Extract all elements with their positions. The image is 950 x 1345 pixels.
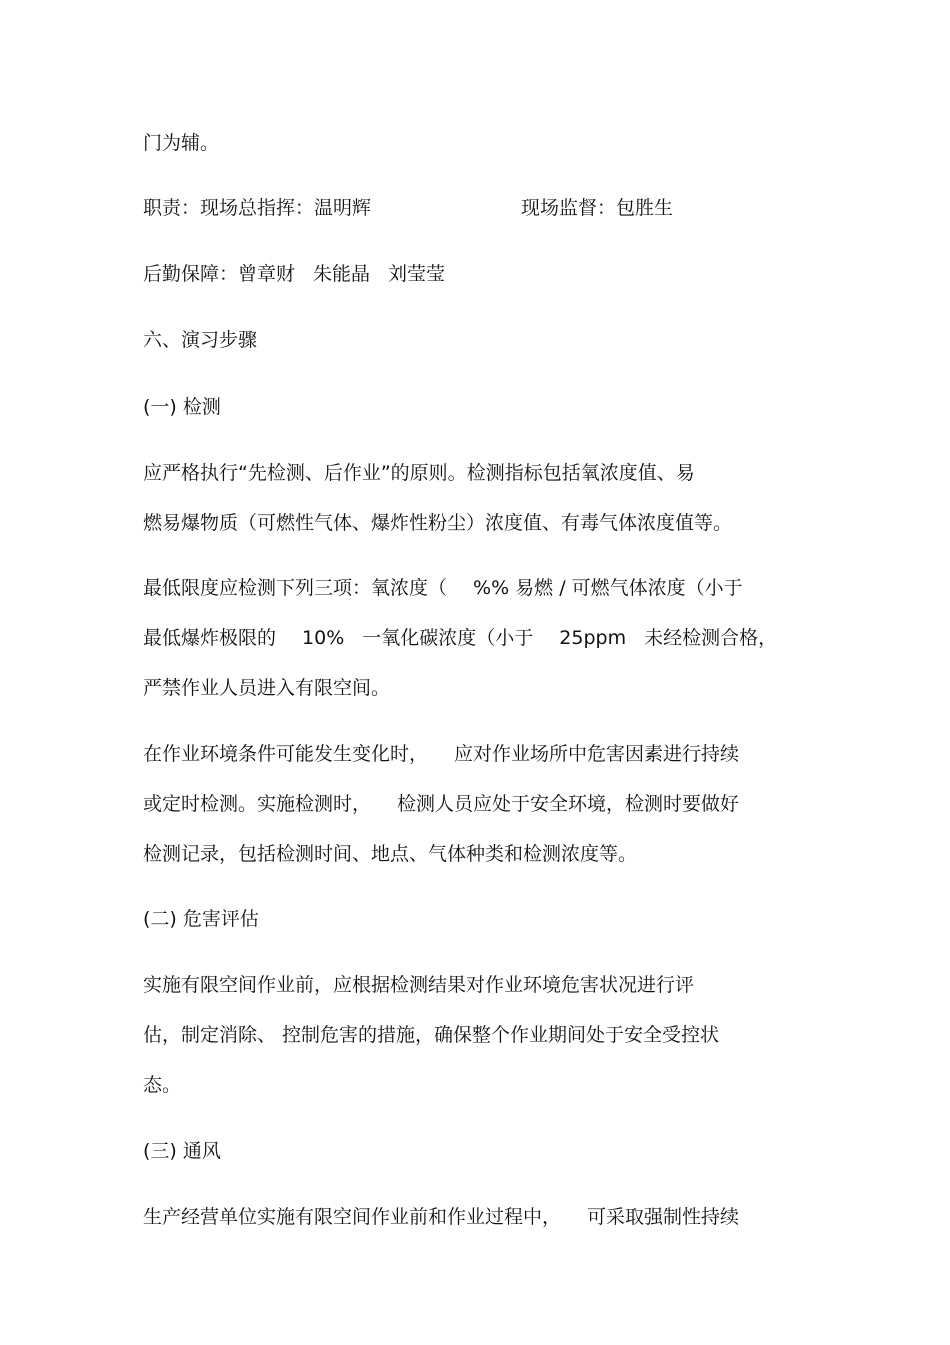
subheading-hazard: (二) 危害评估 [143, 908, 259, 930]
duty-commander: 职责：现场总指挥：温明辉 [143, 197, 372, 219]
subheading-detection: (一) 检测 [143, 396, 221, 418]
detect-min-line-2 [143, 626, 777, 650]
text-line-hazard-1: 实施有限空间作业前，应根据检测结果对作业环境危害状况进行评 [143, 974, 695, 996]
detect-min-2d: 25ppm [559, 627, 627, 649]
env-change-2a: 或定时检测。实施检测时， [143, 793, 372, 815]
text-line-detect-2: 燃易爆物质（可燃性气体、爆炸性粉尘）浓度值、有毒气体浓度值等。 [143, 512, 733, 534]
section-heading-steps: 六、演习步骤 [143, 329, 258, 351]
ventilation-line-1 [143, 1205, 739, 1229]
text-line-detect-1: 应严格执行“先检测、后作业”的原则。检测指标包括氧浓度值、易 [143, 462, 695, 484]
detect-min-1a: 最低限度应检测下列三项：氧浓度（ [143, 577, 448, 599]
text-line-hazard-3: 态。 [143, 1074, 182, 1096]
logistics-line [143, 262, 445, 286]
ventilation-1a: 生产经营单位实施有限空间作业前和作业过程中， [143, 1206, 562, 1228]
text-line-record: 检测记录，包括检测时间、地点、气体种类和检测浓度等。 [143, 843, 638, 865]
text-line-hazard-2: 估，制定消除、 控制危害的措施，确保整个作业期间处于安全受控状 [143, 1024, 720, 1046]
env-change-line-2 [143, 792, 739, 816]
env-change-1a: 在作业环境条件可能发生变化时， [143, 743, 429, 765]
logistics-name-2: 朱能晶 [313, 263, 371, 285]
text-line-prohibit: 严禁作业人员进入有限空间。 [143, 677, 391, 699]
subheading-ventilation: (三) 通风 [143, 1140, 221, 1162]
detect-min-1b: %% 易燃 / 可燃气体浓度（小于 [473, 577, 743, 599]
env-change-1b: 应对作业场所中危害因素进行持续 [454, 743, 740, 765]
detect-min-2b: 10% [302, 627, 345, 649]
duty-supervisor: 现场监督：包胜生 [521, 197, 674, 219]
text-line-1: 门为辅。 [143, 132, 220, 154]
ventilation-1b: 可采取强制性持续 [587, 1206, 740, 1228]
detect-min-line-1 [143, 576, 743, 600]
detect-min-2e: 未经检测合格， [644, 627, 778, 649]
duty-line [143, 196, 673, 220]
env-change-line-1 [143, 742, 739, 766]
logistics-label: 后勤保障：曾章财 [143, 263, 296, 285]
env-change-2b: 检测人员应处于安全环境，检测时要做好 [397, 793, 740, 815]
detect-min-2c: 一氧化碳浓度（小于 [362, 627, 534, 649]
detect-min-2a: 最低爆炸极限的 [143, 627, 277, 649]
logistics-name-3: 刘莹莹 [388, 263, 446, 285]
